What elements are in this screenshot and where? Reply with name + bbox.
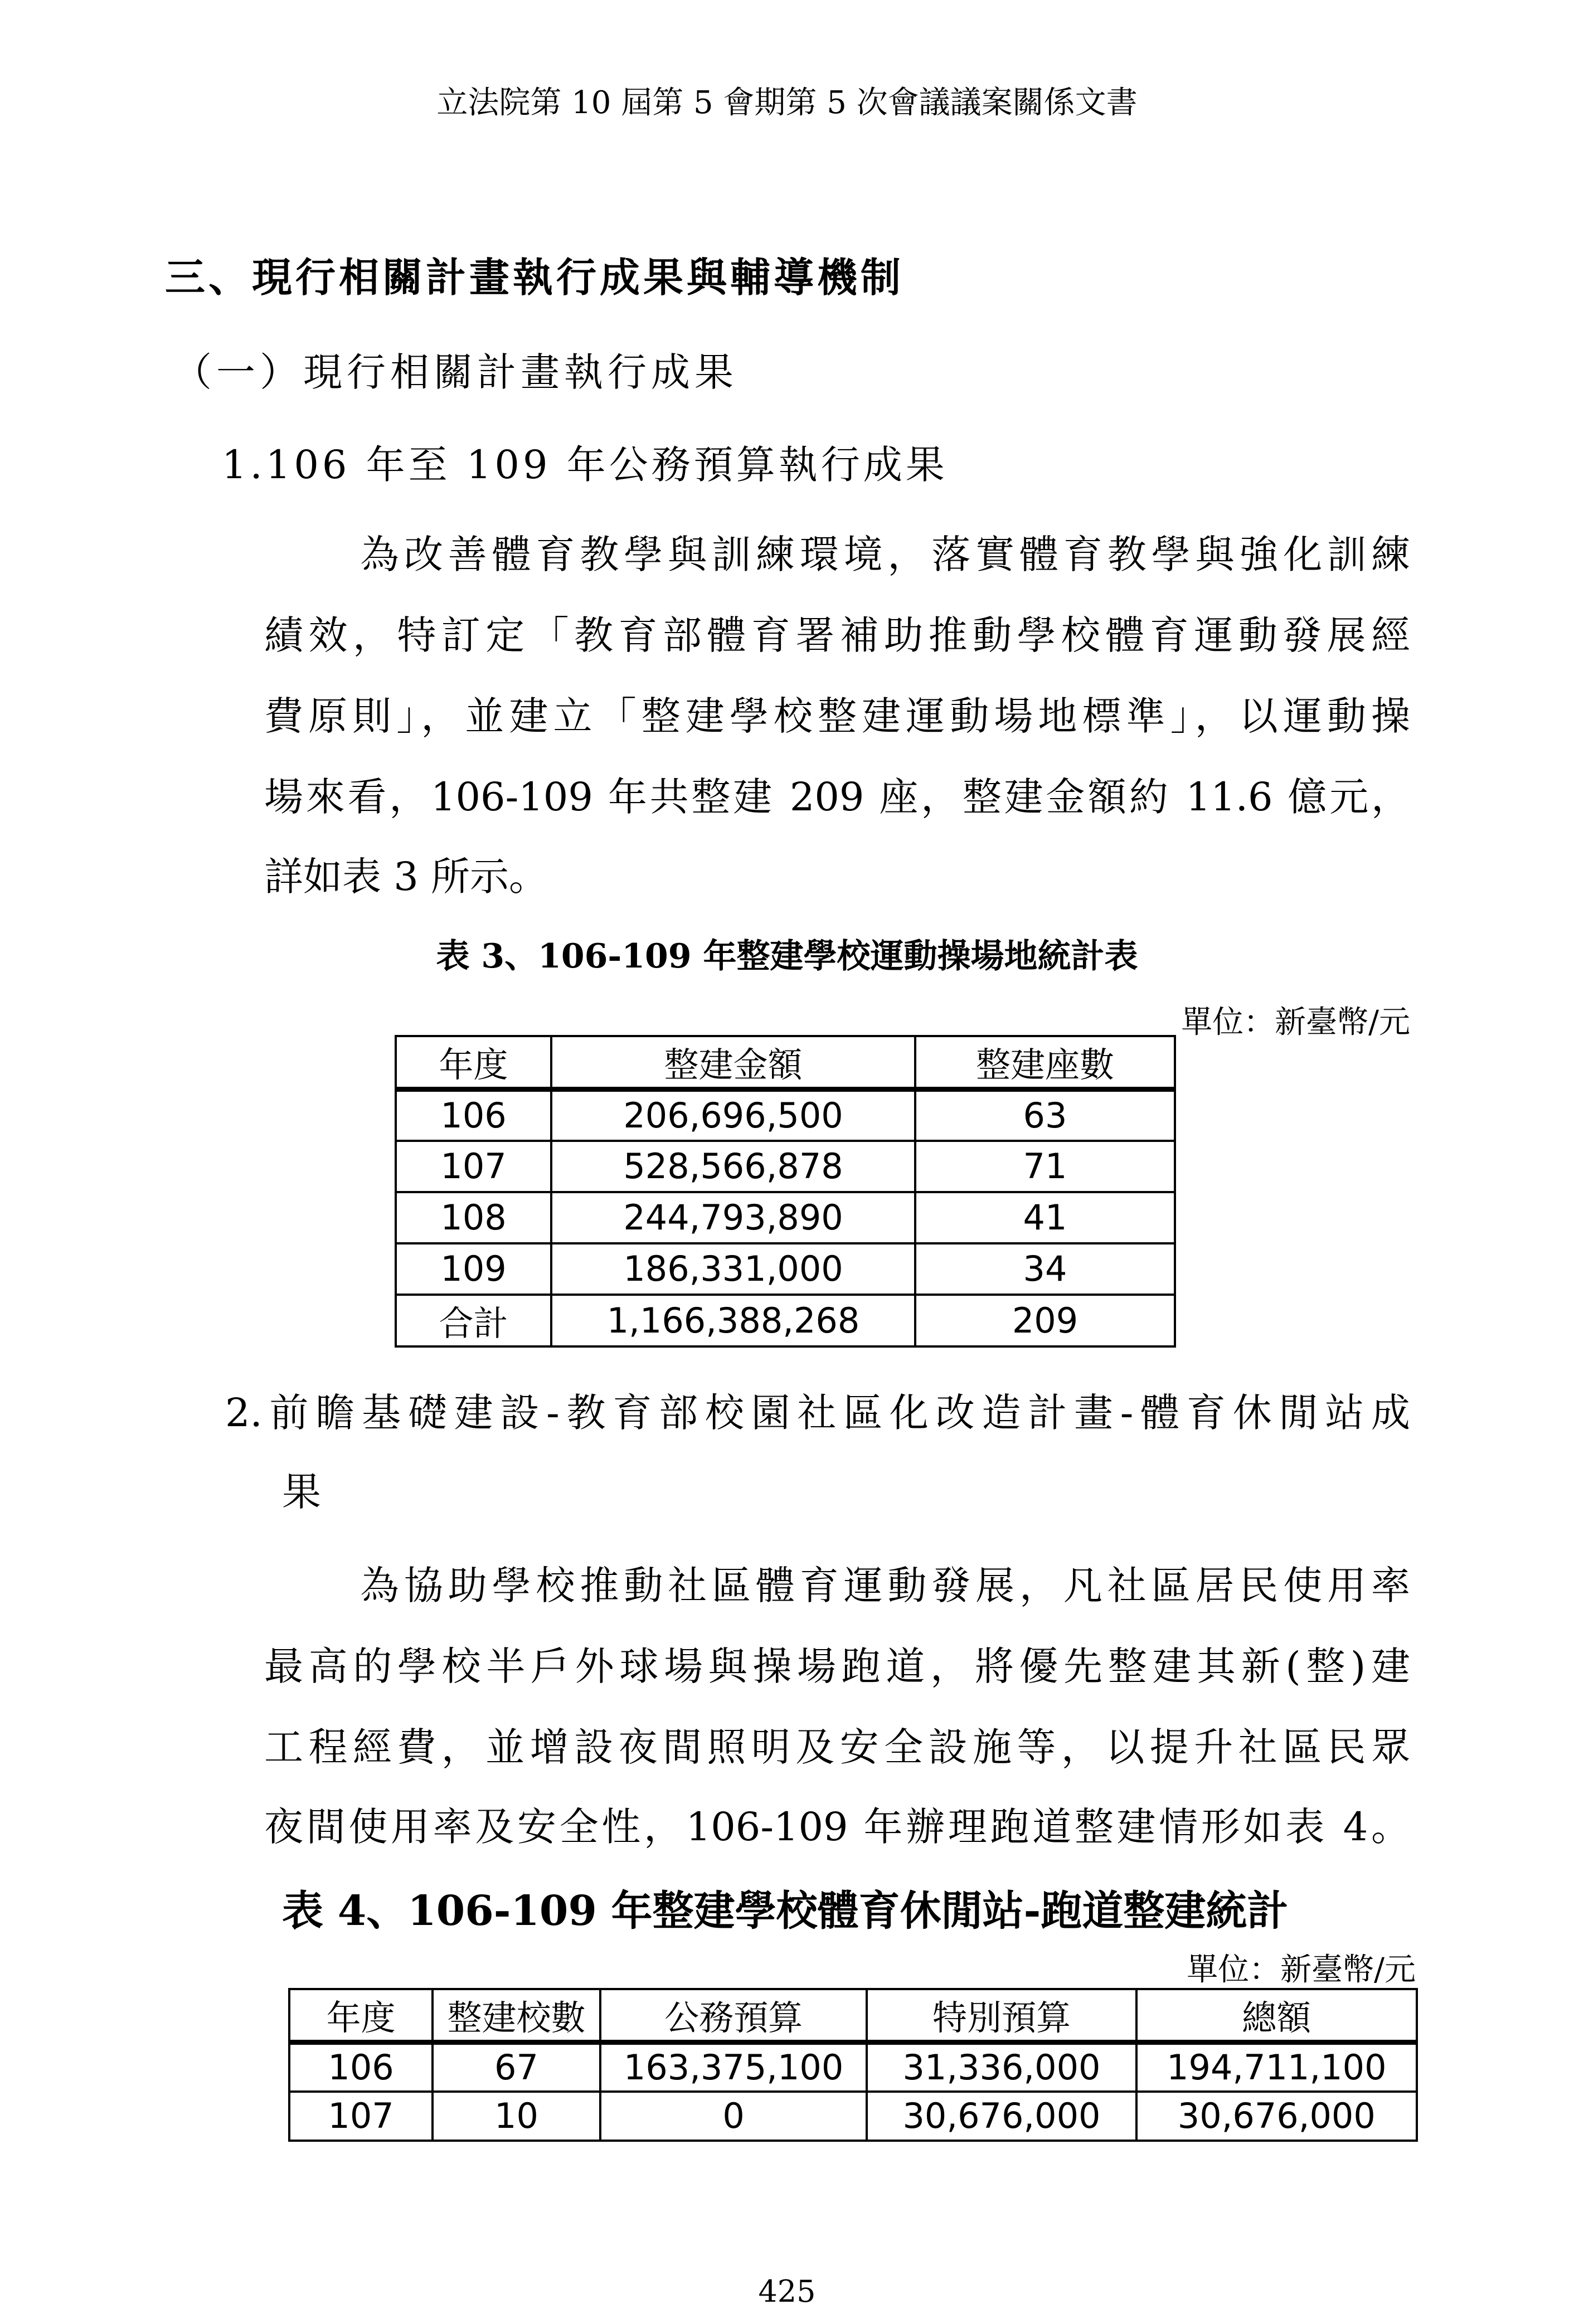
item1-title: 1.106 年至 109 年公務預算執行成果 [222, 442, 948, 488]
table4-caption: 表 4、106-109 年整建學校體育休閒站-跑道整建統計 [282, 1887, 1289, 1935]
table-cell: 1,166,388,268 [551, 1295, 915, 1346]
table3-header-count: 整建座數 [915, 1036, 1175, 1090]
table3-caption: 表 3、106-109 年整建學校運動操場地統計表 [436, 937, 1138, 976]
table4-header-public-budget: 公務預算 [600, 1989, 867, 2043]
table-cell: 30,676,000 [867, 2092, 1136, 2141]
table-row [396, 1243, 1175, 1295]
table-cell: 528,566,878 [551, 1141, 915, 1192]
paragraph-line: 費原則」，並建立「整建學校整建運動場地標準」，以運動操 [264, 693, 1410, 739]
table-cell: 31,336,000 [867, 2043, 1136, 2092]
table-cell: 63 [915, 1090, 1175, 1141]
table-cell: 0 [600, 2092, 867, 2141]
table3-header-year: 年度 [396, 1036, 551, 1090]
table4-unit: 單位：新臺幣/元 [1187, 1952, 1416, 1988]
table-cell: 71 [915, 1141, 1175, 1192]
table-cell: 107 [396, 1141, 551, 1192]
table4-header-special-budget: 特別預算 [867, 1989, 1136, 2043]
table-cell: 107 [289, 2092, 433, 2141]
section-title: 三、現行相關計畫執行成果與輔導機制 [165, 254, 905, 301]
table-cell: 163,375,100 [600, 2043, 867, 2092]
table-cell: 30,676,000 [1136, 2092, 1417, 2141]
table-row [289, 2092, 1417, 2141]
table-cell: 206,696,500 [551, 1090, 915, 1141]
item2-title-continued: 果 [282, 1469, 321, 1515]
table-cell: 186,331,000 [551, 1243, 915, 1295]
table-cell: 106 [289, 2043, 433, 2092]
table-row [396, 1141, 1175, 1192]
item2-title: 2.前瞻基礎建設-教育部校園社區化改造計畫-體育休閒站成 [225, 1390, 1410, 1436]
table-row [396, 1192, 1175, 1243]
table4 [288, 1988, 1418, 2142]
table4-header-total: 總額 [1136, 1989, 1417, 2043]
table-row-total [396, 1295, 1175, 1346]
table-cell: 合計 [396, 1295, 551, 1346]
paragraph-line: 詳如表 3 所示。 [264, 854, 548, 900]
table-cell: 67 [433, 2043, 600, 2092]
table-cell: 244,793,890 [551, 1192, 915, 1243]
subsection-title: （一）現行相關計畫執行成果 [173, 349, 738, 395]
table-row [396, 1090, 1175, 1141]
paragraph-line: 最高的學校半戶外球場與操場跑道，將優先整建其新(整)建 [264, 1644, 1410, 1689]
table-row [289, 2043, 1417, 2092]
paragraph-line: 工程經費，並增設夜間照明及安全設施等，以提升社區民眾 [264, 1724, 1410, 1770]
table3-header-amount: 整建金額 [551, 1036, 915, 1090]
table3-unit: 單位：新臺幣/元 [1181, 1004, 1410, 1041]
table-cell: 10 [433, 2092, 600, 2141]
table-cell: 106 [396, 1090, 551, 1141]
table-cell: 209 [915, 1295, 1175, 1346]
page-number: 425 [758, 2274, 816, 2309]
table-cell: 108 [396, 1192, 551, 1243]
document-header: 立法院第 10 屆第 5 會期第 5 次會議議案關係文書 [436, 85, 1138, 121]
paragraph-line: 為改善體育教學與訓練環境，落實體育教學與強化訓練 [360, 532, 1410, 577]
table4-header-schools: 整建校數 [433, 1989, 600, 2043]
table4-header-year: 年度 [289, 1989, 433, 2043]
paragraph-line: 場來看，106-109 年共整建 209 座，整建金額約 11.6 億元， [264, 774, 1410, 820]
table-cell: 41 [915, 1192, 1175, 1243]
table-cell: 109 [396, 1243, 551, 1295]
table3 [395, 1035, 1176, 1348]
paragraph-line: 夜間使用率及安全性，106-109 年辦理跑道整建情形如表 4。 [264, 1804, 1410, 1850]
table-cell: 34 [915, 1243, 1175, 1295]
paragraph-line: 績效，特訂定「教育部體育署補助推動學校體育運動發展經 [264, 612, 1410, 658]
table-cell: 194,711,100 [1136, 2043, 1417, 2092]
paragraph-line: 為協助學校推動社區體育運動發展，凡社區居民使用率 [360, 1563, 1410, 1608]
